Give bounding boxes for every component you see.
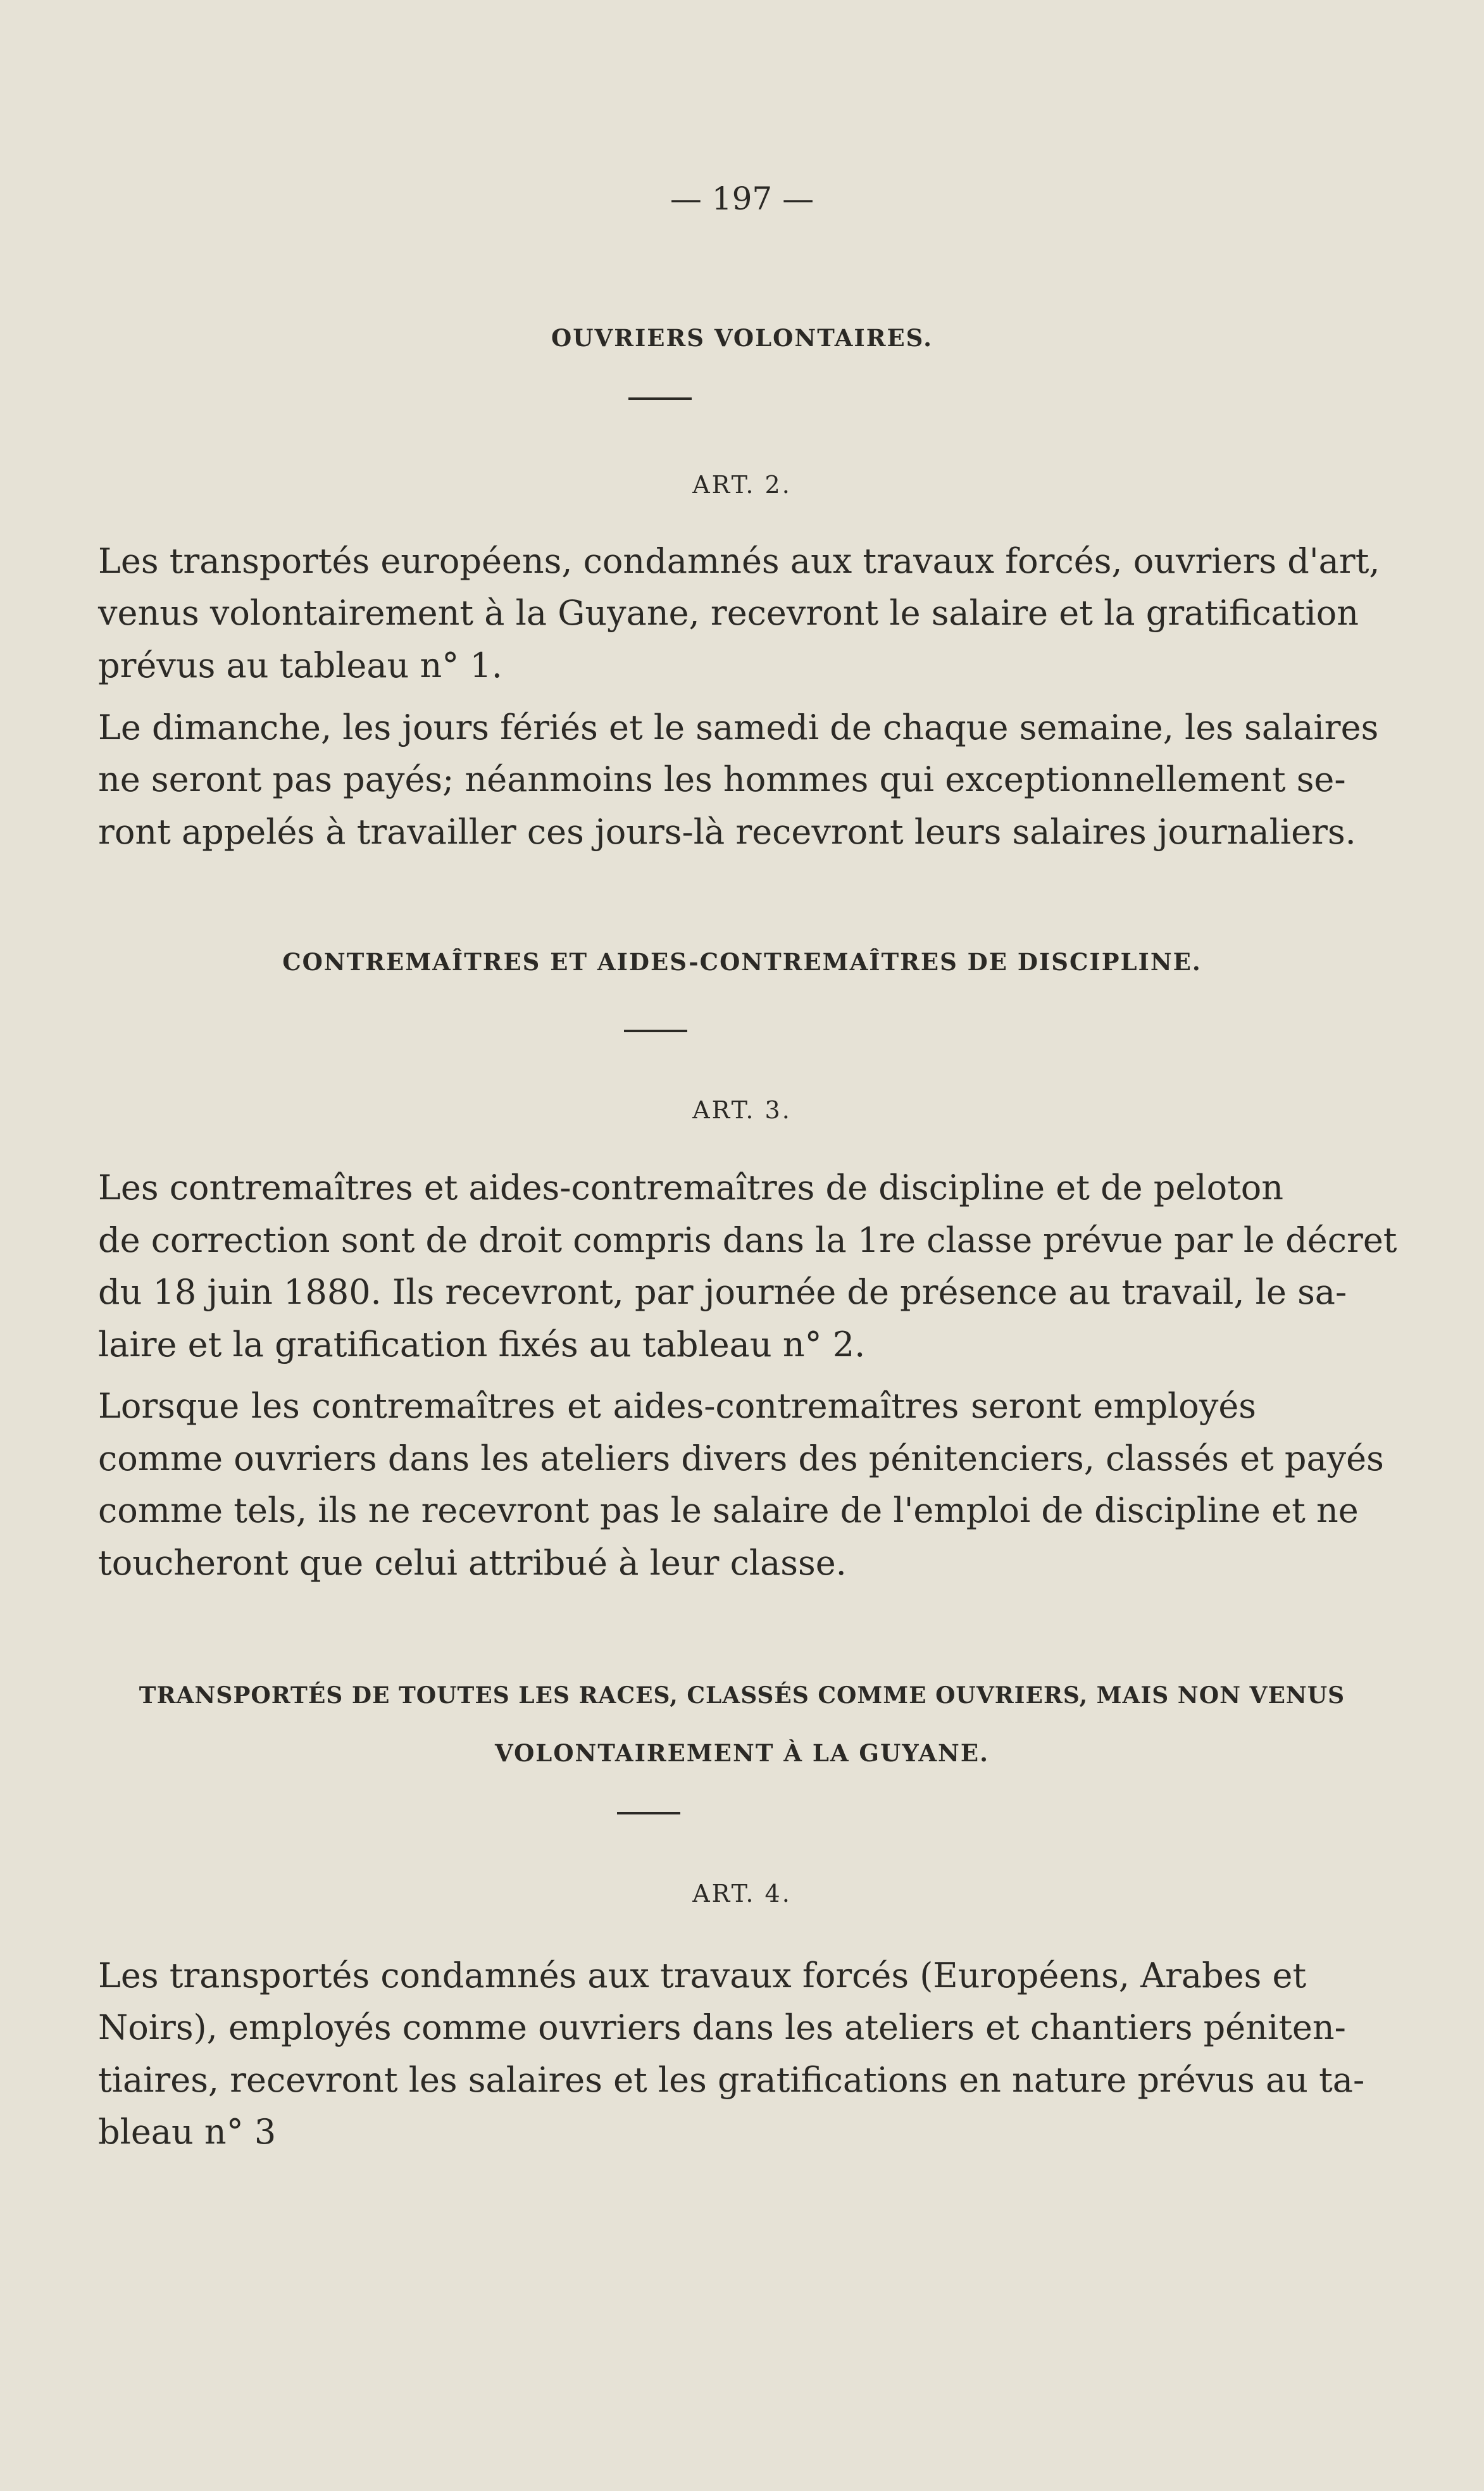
- article-2-line: venus volontairement à la Guyane, recevront le salaire et la gratification: [98, 593, 1359, 633]
- article-4-line: tiaires, recevront les salaires et les gratifications en nature prévus au ta-: [98, 2060, 1365, 2100]
- article-3-line: Lorsque les contremaîtres et aides-contremaîtres seront employés: [98, 1386, 1256, 1426]
- article-4-line: Les transportés condamnés aux travaux forcés (Européens, Arabes et: [98, 1956, 1307, 1995]
- section-heading-ouvriers-volontaires: OUVRIERS VOLONTAIRES.: [551, 324, 933, 352]
- article-3-line: laire et la gratification fixés au tableau n° 2.: [98, 1325, 866, 1364]
- article-3-line: comme tels, ils ne recevront pas le salaire de l'emploi de discipline et ne: [98, 1490, 1359, 1530]
- section-heading-contremaitres: CONTREMAÎTRES ET AIDES-CONTREMAÎTRES DE DISCIPLINE.: [282, 948, 1202, 976]
- article-2-line: Le dimanche, les jours fériés et le samedi de chaque semaine, les salaires: [98, 708, 1379, 747]
- article-4-line: Noirs), employés comme ouvriers dans les ateliers et chantiers péniten-: [98, 2007, 1346, 2047]
- article-3-line: comme ouvriers dans les ateliers divers des pénitenciers, classés et payés: [98, 1439, 1384, 1478]
- article-3-line: du 18 juin 1880. Ils recevront, par journée de présence au travail, le sa-: [98, 1272, 1347, 1312]
- section-rule: [617, 1812, 680, 1814]
- section-rule: [628, 397, 692, 400]
- article-4-line: bleau n° 3: [98, 2112, 277, 2152]
- page-number: — 197 —: [670, 180, 814, 217]
- article-heading-2: ART. 2.: [692, 471, 792, 499]
- section-heading-transportes: TRANSPORTÉS DE TOUTES LES RACES, CLASSÉS COMME OUVRIERS, MAIS NON VENUS: [139, 1682, 1345, 1709]
- article-3-line: toucheront que celui attribué à leur classe.: [98, 1543, 847, 1583]
- article-3-line: Les contremaîtres et aides-contremaîtres de discipline et de peloton: [98, 1168, 1284, 1208]
- section-rule: [624, 1030, 687, 1032]
- article-2-line: ront appelés à travailler ces jours-là recevront leurs salaires journaliers.: [98, 812, 1356, 852]
- article-2-line: prévus au tableau n° 1.: [98, 646, 502, 685]
- article-2-line: ne seront pas payés; néanmoins les hommes qui exceptionnellement se-: [98, 759, 1346, 799]
- article-heading-4: ART. 4.: [692, 1880, 792, 1907]
- article-2-line: Les transportés européens, condamnés aux travaux forcés, ouvriers d'art,: [98, 541, 1380, 581]
- section-heading-transportes-continued: VOLONTAIREMENT À LA GUYANE.: [495, 1739, 989, 1767]
- article-heading-3: ART. 3.: [692, 1096, 792, 1124]
- article-3-line: de correction sont de droit compris dans la 1re classe prévue par le décret: [98, 1220, 1397, 1260]
